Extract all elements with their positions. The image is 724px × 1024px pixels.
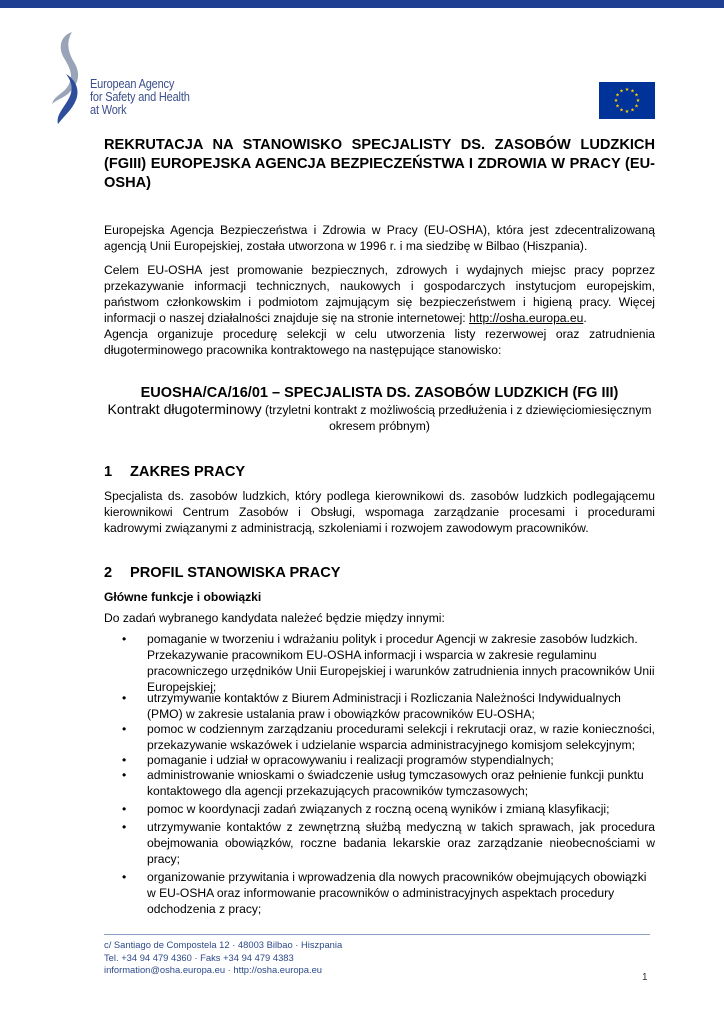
footer-email-web: information@osha.europa.eu · http://osha.europa.eu	[104, 964, 322, 975]
section-1-title: ZAKRES PRACY	[130, 464, 246, 480]
section-2-subheading: Główne funkcje i obowiązki	[104, 590, 262, 604]
document-title: REKRUTACJA NA STANOWISKO SPECJALISTY DS. ZASOBÓW LUDZKICH (FGIII) EUROPEJSKA AGENCJA BEZPIECZEŃSTWA I ZDROWIA W PRACY (EU-OSHA)	[104, 137, 655, 191]
intro-paragraph-2-text: Celem EU-OSHA jest promowanie bezpiecznych, zdrowych i wydajnych miejsc pracy poprzez przekazywanie informacji technicznych, naukowych i gospodarczych instytucjom europejskim, państwom członkowskim i podmiotom zajmującym się bezpieczeństwem i higieną pracy. Więcej informacji o naszej działalności znajduje się na stronie internetowej:	[104, 263, 655, 325]
footer-divider	[104, 934, 650, 935]
svg-text:★: ★	[634, 103, 639, 110]
bullet-icon: •	[122, 632, 127, 646]
duty-text: utrzymywanie kontaktów z zewnętrzną służbą medyczną w takich sprawach, jak procedura obejmowania obowiązków, roczne badania lekarskie oraz zarządzanie nieobecnościami w pracy;	[147, 820, 655, 866]
duty-text: pomoc w koordynacji zadań związanych z roczną oceną wyników i zmianą klasyfikacji;	[147, 802, 610, 816]
svg-text:★: ★	[613, 98, 619, 104]
logo-line-2: for Safety and Health	[90, 90, 190, 104]
svg-text:★: ★	[634, 92, 639, 99]
bullet-icon: •	[122, 802, 127, 816]
job-contract-type: Kontrakt długoterminowy	[107, 401, 262, 417]
eu-osha-logo-mark-icon	[50, 30, 90, 125]
eu-osha-logo	[50, 30, 200, 125]
section-2-heading	[104, 564, 341, 582]
section-2-title: PROFIL STANOWISKA PRACY	[130, 565, 341, 581]
section-2-lead: Do zadań wybranego kandydata należeć będzie między innymi:	[104, 611, 445, 625]
job-contract-note: (trzyletni kontrakt z możliwością przedłużenia i z dziewięciomiesięcznym okresem próbnym)	[261, 403, 652, 433]
footer-phone: Tel. +34 94 479 4360 · Faks +34 94 479 4383	[104, 951, 294, 963]
list-item	[104, 721, 655, 753]
svg-text:★: ★	[624, 109, 630, 115]
list-item	[104, 819, 655, 867]
intro-paragraph-2	[104, 262, 655, 326]
bullet-icon: •	[122, 722, 127, 736]
eu-flag-icon	[599, 82, 655, 119]
intro-paragraph-3: Agencja organizuje procedurę selekcji w celu utworzenia listy rezerwowej oraz zatrudnienia długoterminowego pracownika kontraktowego na następujące stanowisko:	[104, 327, 655, 357]
list-item	[104, 690, 655, 722]
job-contract	[104, 401, 655, 434]
duty-text: administrowanie wnioskami o świadczenie usług tymczasowych oraz pełnienie funkcji punktu kontaktowego dla agencji przekazujących pracowników tymczasowych;	[147, 768, 644, 798]
logo-line-3: at Work	[90, 103, 127, 117]
svg-text:★: ★	[615, 92, 620, 99]
svg-text:★: ★	[624, 87, 630, 93]
duty-text: pomoc w codziennym zarządzaniu procedurami selekcji i rekrutacji oraz, w razie konieczności, przekazywanie wskazówek i udzielanie wsparcia administracyjnego komisjom selekcyjnym;	[147, 722, 655, 752]
duty-text: utrzymywanie kontaktów z Biurem Administracji i Rozliczania Należności Indywidualnych (PMO) w zakresie ustalania praw i obowiązków pracowników EU-OSHA;	[147, 691, 621, 721]
footer-address: c/ Santiago de Compostela 12 · 48003 Bilbao · Hiszpania	[104, 939, 343, 950]
logo-line-1: European Agency	[90, 77, 175, 91]
section-1-heading	[104, 463, 245, 481]
bullet-icon: •	[122, 691, 127, 705]
duty-text: organizowanie przywitania i wprowadzenia dla nowych pracowników obejmujących obowiązki w EU-OSHA oraz informowanie pracowników o administracyjnych aspektach procedury odchodzenia z pracy;	[147, 870, 647, 916]
section-1-number: 1	[104, 464, 113, 480]
duty-text: pomaganie w tworzeniu i wdrażaniu polityk i procedur Agencji w zakresie zasobów ludzkich. Przekazywanie pracownikom EU-OSHA informacji i wsparcia w zakresie regulaminu pracowniczego urzędników Unii Europejskiej i warunków zatrudnienia innych pracowników Unii Europejskiej;	[147, 632, 655, 694]
top-brand-bar	[0, 0, 724, 8]
list-item	[104, 869, 655, 917]
list-item	[104, 752, 655, 768]
svg-text:★: ★	[630, 107, 635, 114]
svg-text:★: ★	[635, 98, 641, 104]
section-2-number: 2	[104, 565, 113, 581]
logo-wordmark	[90, 78, 190, 117]
svg-text:★: ★	[630, 88, 635, 95]
svg-text:★: ★	[615, 103, 620, 110]
list-item	[104, 801, 655, 817]
bullet-icon: •	[122, 820, 127, 834]
svg-text:★: ★	[619, 107, 624, 114]
footer-contact	[104, 939, 342, 977]
section-1-text: Specjalista ds. zasobów ludzkich, który podlega kierownikowi ds. zasobów ludzkich podlegającemu kierownikowi Centrum Zasobów i Obsługi, wspomaga zarządzanie procesami i procedurami kadrowymi związanymi z administracją, szkoleniami i rozwojem zawodowym pracowników.	[104, 489, 655, 535]
bullet-icon: •	[122, 768, 127, 782]
intro-paragraph-1: Europejska Agencja Bezpieczeństwa i Zdrowia w Pracy (EU-OSHA), która jest zdecentralizowaną agencją Unii Europejskiej, została utworzona w 1996 r. i ma siedzibę w Bilbao (Hiszpania).	[104, 223, 655, 253]
intro-paragraph-2-end: .	[583, 311, 587, 325]
job-title: EUOSHA/CA/16/01 – SPECJALISTA DS. ZASOBÓW LUDZKICH (FG III)	[140, 385, 619, 401]
list-item	[104, 631, 655, 695]
bullet-icon: •	[122, 753, 127, 767]
page-number: 1	[642, 972, 648, 983]
list-item	[104, 767, 655, 799]
duty-text: pomaganie i udział w opracowywaniu i realizacji programów stypendialnych;	[147, 753, 554, 767]
svg-text:★: ★	[619, 88, 624, 95]
osha-website-link[interactable]: http://osha.europa.eu	[469, 311, 584, 325]
bullet-icon: •	[122, 870, 127, 884]
